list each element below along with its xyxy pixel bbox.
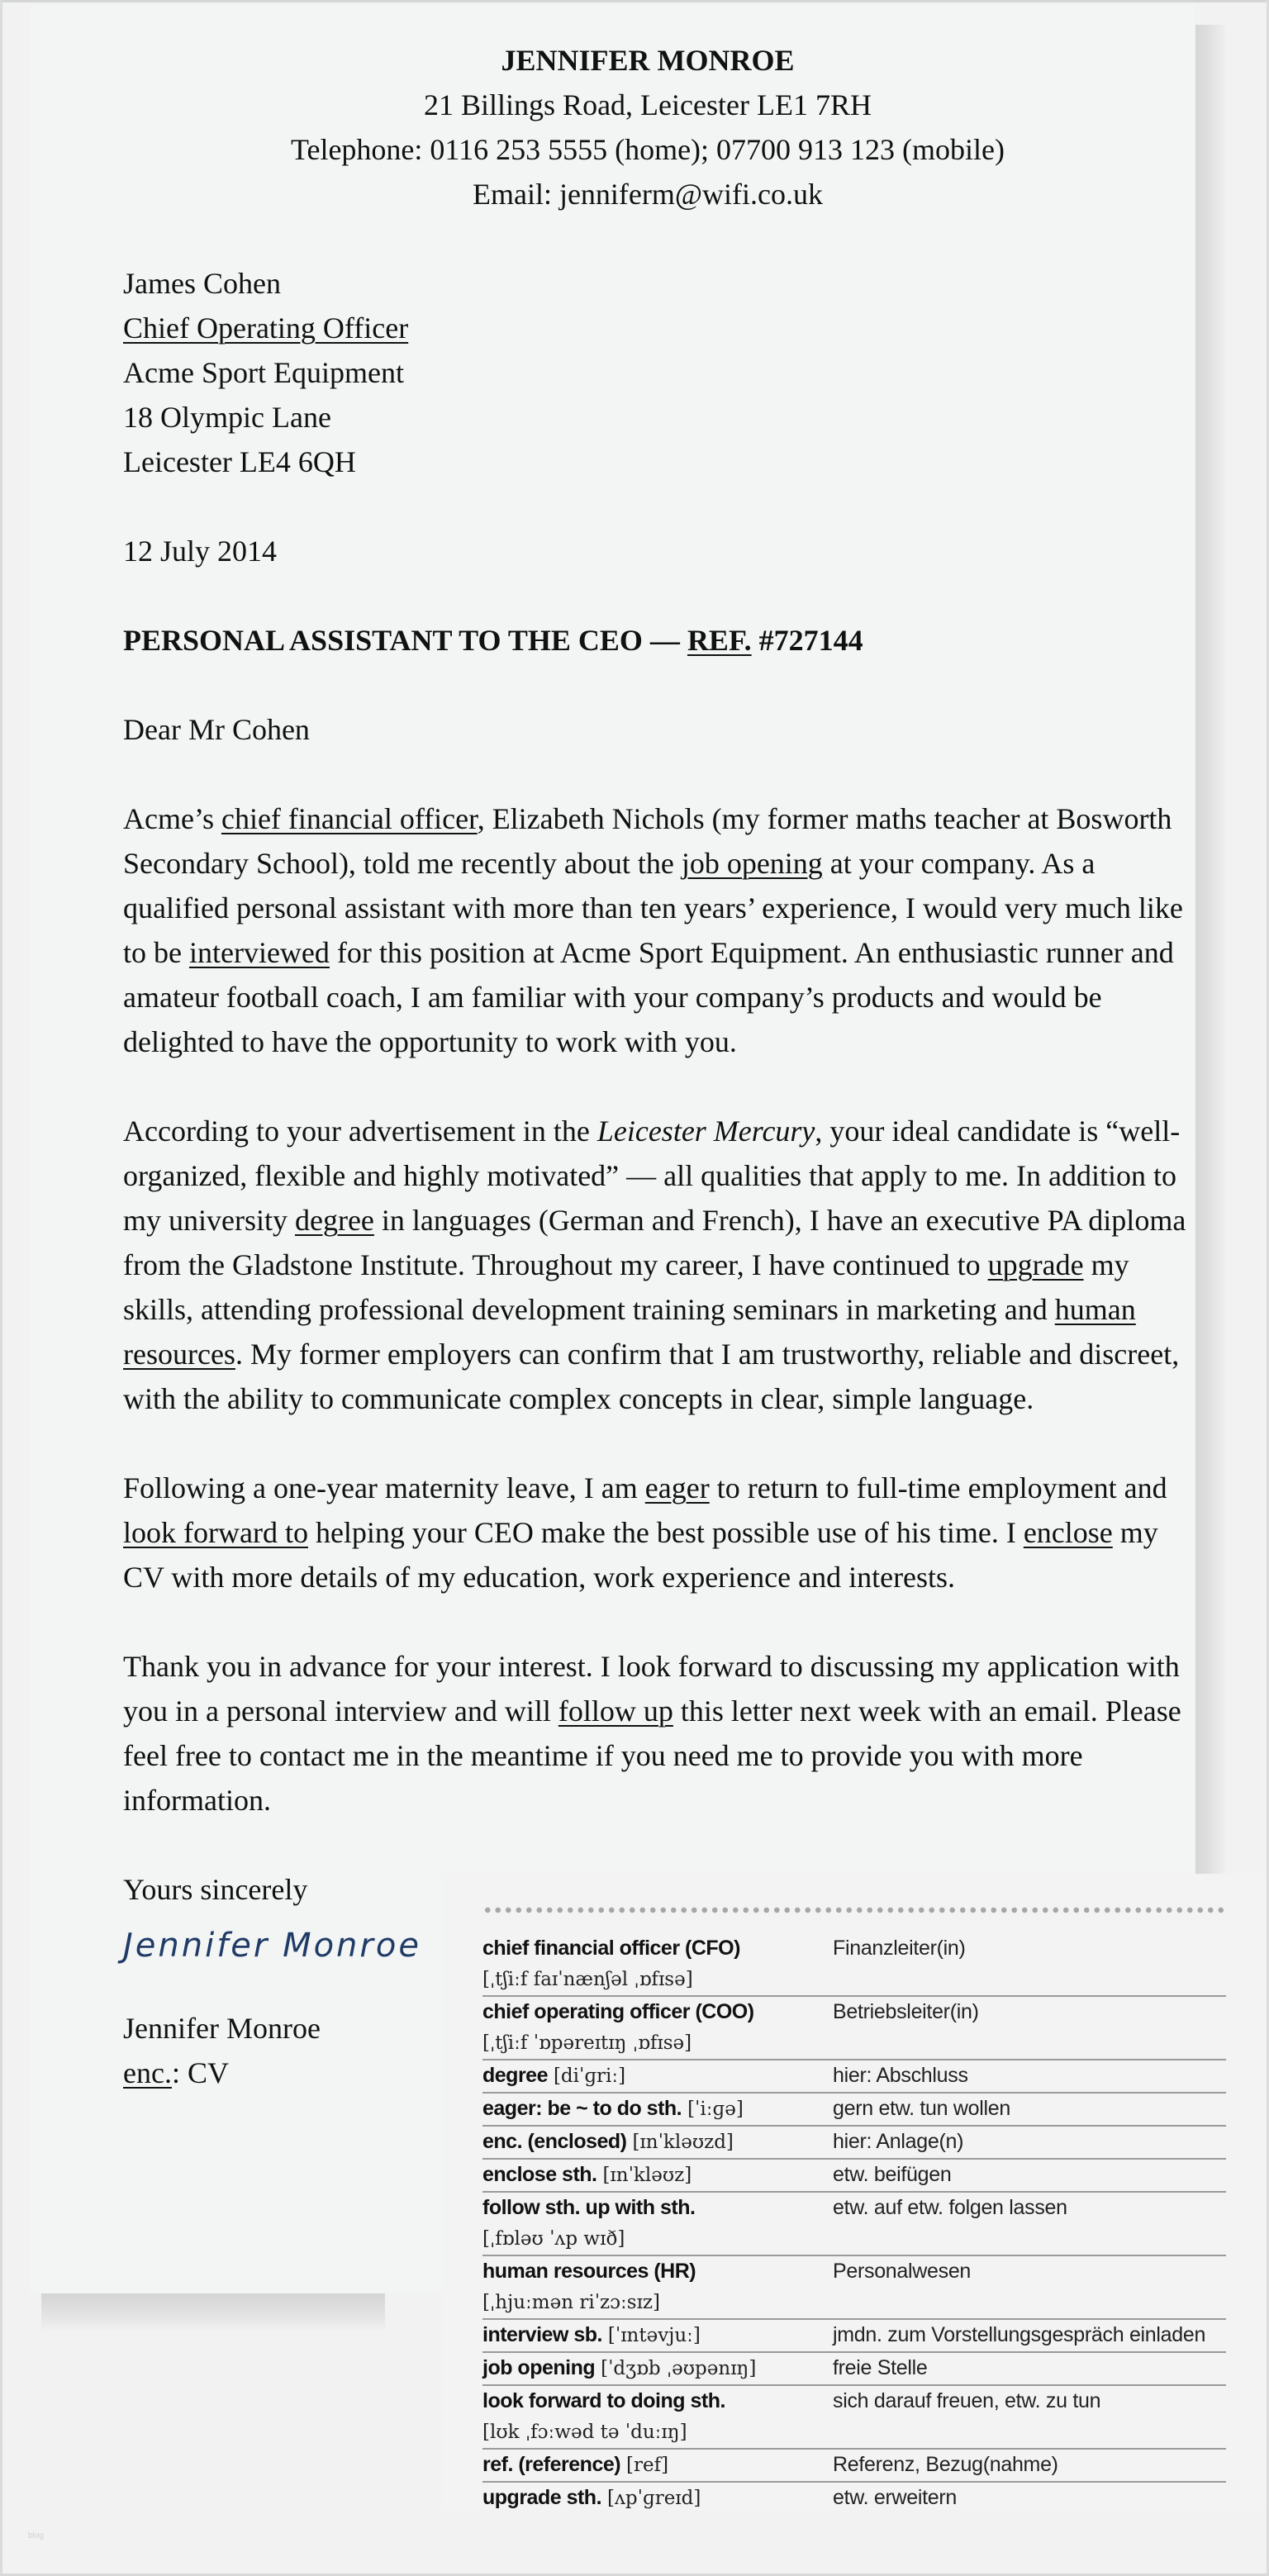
vocabulary-row bbox=[482, 2127, 1226, 2160]
vocab-term-underlined: chief financial officer bbox=[221, 802, 478, 835]
vocabulary-german: Referenz, Bezug(nahme) bbox=[833, 2453, 1058, 2476]
subject-ref-label: REF. bbox=[687, 624, 752, 657]
vocabulary-german: jmdn. zum Vorstellungsgespräch einladen bbox=[833, 2323, 1206, 2346]
vocabulary-pronunciation: [lʊk ˌfɔːwəd tə ˈduːɪŋ] bbox=[482, 2422, 687, 2443]
vocabulary-term: upgrade sth. bbox=[482, 2486, 602, 2509]
vocab-term-underlined: degree bbox=[294, 1204, 374, 1237]
vocabulary-english bbox=[482, 2160, 833, 2191]
vocabulary-pronunciation: [ˌhjuːmən riˈzɔːsɪz] bbox=[482, 2292, 661, 2313]
vocab-term-underlined: job opening bbox=[681, 847, 823, 880]
vocabulary-term: job opening bbox=[482, 2356, 596, 2379]
vocabulary-german: etw. erweitern bbox=[833, 2486, 958, 2509]
vocabulary-row bbox=[482, 2483, 1226, 2514]
text: for this position at Acme Sport Equipment. An enthusiastic runner and amateur football coach, I am familiar with your company’s products and would be delighted to have the opportunity to work with you. bbox=[123, 936, 1174, 1058]
vocabulary-term: enclose sth. bbox=[482, 2163, 597, 2186]
recipient-address bbox=[123, 261, 1197, 484]
vocabulary-term: chief operating officer (COO) bbox=[482, 2000, 754, 2023]
vocabulary-pronunciation: [ɪnˈkləʊz] bbox=[602, 2165, 692, 2186]
vocabulary-german: etw. auf etw. folgen lassen bbox=[833, 2196, 1067, 2219]
vocabulary-english bbox=[482, 2320, 833, 2351]
text: my skills, attending professional development training seminars in marketing and bbox=[123, 1248, 1129, 1326]
vocabulary-term: follow sth. up with sth. bbox=[482, 2196, 696, 2219]
vocabulary-pronunciation: [ˌtʃiːf ˈɒpəreɪtɪŋ ˌɒfɪsə] bbox=[482, 2032, 692, 2054]
vocabulary-pronunciation: [ref] bbox=[626, 2455, 669, 2476]
text: According to your advertisement in the bbox=[123, 1115, 597, 1148]
text: at your company. As a qualified personal assistant with more than ten years’ experience, I would very much like to be bbox=[123, 847, 1183, 969]
vocabulary-row bbox=[482, 2386, 1226, 2450]
vocabulary-english bbox=[482, 2256, 833, 2318]
handwritten-signature: Jennifer Monroe bbox=[123, 1927, 421, 1965]
vocabulary-term: ref. (reference) bbox=[482, 2453, 621, 2476]
vocabulary-row bbox=[482, 2353, 1226, 2386]
paragraph-3 bbox=[123, 1466, 1189, 1599]
vocabulary-english bbox=[482, 2483, 833, 2514]
vocabulary-term: degree bbox=[482, 2064, 548, 2087]
vocabulary-row bbox=[482, 2060, 1226, 2094]
vocabulary-english bbox=[482, 2386, 833, 2448]
dotted-divider bbox=[482, 1907, 1226, 1913]
sender-name: JENNIFER MONROE bbox=[501, 44, 795, 77]
letter-date: 12 July 2014 bbox=[123, 535, 278, 568]
subject-text: PERSONAL ASSISTANT TO THE CEO — bbox=[123, 624, 687, 657]
vocabulary-pronunciation: [ˈɪntəvjuː] bbox=[607, 2325, 701, 2346]
vocabulary-german: Personalwesen bbox=[833, 2260, 972, 2283]
vocab-term-underlined: look forward to bbox=[123, 1516, 308, 1549]
paragraph-1 bbox=[123, 796, 1189, 1064]
vocabulary-pronunciation: [ɪnˈkləʊzd] bbox=[632, 2132, 734, 2153]
vocab-term-underlined: eager bbox=[644, 1471, 710, 1504]
text: , your ideal candidate is “well-organized, flexible and highly motivated” — all qualities that apply to me. In addition to my university bbox=[123, 1115, 1181, 1237]
frame-border-left bbox=[0, 0, 2, 2576]
salutation: Dear Mr Cohen bbox=[123, 713, 310, 746]
vocabulary-german: hier: Abschluss bbox=[833, 2064, 968, 2087]
vocabulary-row bbox=[482, 1997, 1226, 2060]
text: Acme’s bbox=[123, 802, 221, 835]
vocabulary-english bbox=[482, 2127, 833, 2158]
text: to return to full-time employment and bbox=[709, 1471, 1167, 1504]
vocabulary-term: look forward to doing sth. bbox=[482, 2389, 725, 2412]
vocabulary-german: Finanzleiter(in) bbox=[833, 1937, 966, 1960]
vocabulary-german: etw. beifügen bbox=[833, 2163, 952, 2186]
text: this letter next week with an email. Please feel free to contact me in the meantime if you need me to provide you with more information. bbox=[123, 1694, 1181, 1817]
vocabulary-box bbox=[442, 1874, 1266, 2510]
vocabulary-german: gern etw. tun wollen bbox=[833, 2097, 1010, 2120]
sender-address: 21 Billings Road, Leicester LE1 7RH bbox=[424, 88, 872, 121]
subject-ref-number: #727144 bbox=[751, 624, 863, 657]
vocabulary-list bbox=[482, 1933, 1226, 2514]
vocab-term-underlined: interviewed bbox=[188, 936, 330, 969]
vocabulary-term: chief financial officer (CFO) bbox=[482, 1937, 740, 1960]
letterhead bbox=[123, 38, 1172, 216]
text: my CV with more details of my education, work experience and interests. bbox=[123, 1516, 1158, 1594]
printed-name: Jennifer Monroe bbox=[123, 2012, 321, 2045]
paragraph-2 bbox=[123, 1109, 1189, 1421]
vocabulary-row bbox=[482, 2160, 1226, 2193]
vocabulary-pronunciation: [ˌfɒləʊ ˈʌp wɪð] bbox=[482, 2228, 625, 2250]
sender-email: Email: jenniferm@wifi.co.uk bbox=[472, 178, 824, 211]
sender-telephone: Telephone: 0116 253 5555 (home); 07700 913 123 (mobile) bbox=[291, 133, 1005, 166]
vocabulary-english bbox=[482, 2450, 833, 2481]
watermark: blog bbox=[28, 2531, 44, 2540]
vocabulary-pronunciation: [ˈiːɡə] bbox=[687, 2098, 744, 2120]
enclosure-label: enc. bbox=[123, 2056, 172, 2089]
enclosure-value: : CV bbox=[171, 2056, 229, 2089]
text: in languages (German and French), I have an executive PA diploma from the Gladstone Institute. Throughout my career, I have continued to bbox=[123, 1204, 1186, 1281]
recipient-title: Chief Operating Officer bbox=[123, 311, 409, 345]
vocabulary-english bbox=[482, 2060, 833, 2092]
recipient-street: 18 Olympic Lane bbox=[123, 401, 331, 434]
recipient-city: Leicester LE4 6QH bbox=[123, 445, 356, 478]
letter-shadow-right bbox=[1195, 25, 1225, 1874]
text: . My former employers can confirm that I am trustworthy, reliable and discreet, with the ability to communicate complex concepts in clear, simple language. bbox=[123, 1338, 1180, 1415]
letter-shadow-bottom bbox=[41, 2293, 385, 2331]
frame-border-top bbox=[0, 0, 1269, 2]
vocabulary-row bbox=[482, 2193, 1226, 2256]
paragraph-4 bbox=[123, 1644, 1189, 1823]
vocabulary-row bbox=[482, 2450, 1226, 2483]
vocabulary-english bbox=[482, 2193, 833, 2255]
vocabulary-term: enc. (enclosed) bbox=[482, 2130, 627, 2153]
vocab-term-underlined: enclose bbox=[1023, 1516, 1113, 1549]
vocabulary-term: interview sb. bbox=[482, 2323, 602, 2346]
text: helping your CEO make the best possible use of his time. I bbox=[307, 1516, 1024, 1549]
vocabulary-pronunciation: [ˌtʃiːf faɪˈnænʃəl ˌɒfɪsə] bbox=[482, 1969, 693, 1990]
vocab-term-underlined: upgrade bbox=[987, 1248, 1084, 1281]
recipient-company: Acme Sport Equipment bbox=[123, 356, 404, 389]
vocabulary-row bbox=[482, 2320, 1226, 2353]
vocab-term-underlined: follow up bbox=[558, 1694, 673, 1728]
cover-letter bbox=[123, 38, 1197, 2095]
vocabulary-english bbox=[482, 1997, 833, 2059]
vocabulary-pronunciation: [ˈdʒɒb ˌəʊpənɪŋ] bbox=[601, 2358, 757, 2379]
vocabulary-row bbox=[482, 1933, 1226, 1997]
vocabulary-pronunciation: [ʌpˈɡreɪd] bbox=[606, 2488, 701, 2509]
valediction: Yours sincerely bbox=[123, 1873, 308, 1906]
vocabulary-row bbox=[482, 2256, 1226, 2320]
vocabulary-german: freie Stelle bbox=[833, 2356, 928, 2379]
subject-line bbox=[123, 618, 1197, 663]
vocabulary-german: hier: Anlage(n) bbox=[833, 2130, 964, 2153]
vocabulary-english bbox=[482, 2353, 833, 2384]
vocabulary-english bbox=[482, 1933, 833, 1995]
newspaper-name: Leicester Mercury bbox=[596, 1115, 815, 1148]
vocabulary-english bbox=[482, 2094, 833, 2125]
text: Following a one-year maternity leave, I am bbox=[123, 1471, 645, 1504]
vocabulary-german: Betriebsleiter(in) bbox=[833, 2000, 979, 2023]
vocabulary-pronunciation: [diˈɡriː] bbox=[553, 2065, 626, 2087]
vocab-term-underlined: human resources bbox=[123, 1293, 1136, 1371]
vocabulary-term: human resources (HR) bbox=[482, 2260, 696, 2283]
vocabulary-german: sich darauf freuen, etw. zu tun bbox=[833, 2389, 1101, 2412]
text: Thank you in advance for your interest. I look forward to discussing my application with you in a personal interview and will bbox=[123, 1650, 1180, 1728]
vocabulary-row bbox=[482, 2094, 1226, 2127]
text: , Elizabeth Nichols (my former maths teacher at Bosworth Secondary School), told me recently about the bbox=[123, 802, 1172, 880]
vocabulary-term: eager: be ~ to do sth. bbox=[482, 2097, 682, 2120]
recipient-name: James Cohen bbox=[123, 267, 281, 300]
